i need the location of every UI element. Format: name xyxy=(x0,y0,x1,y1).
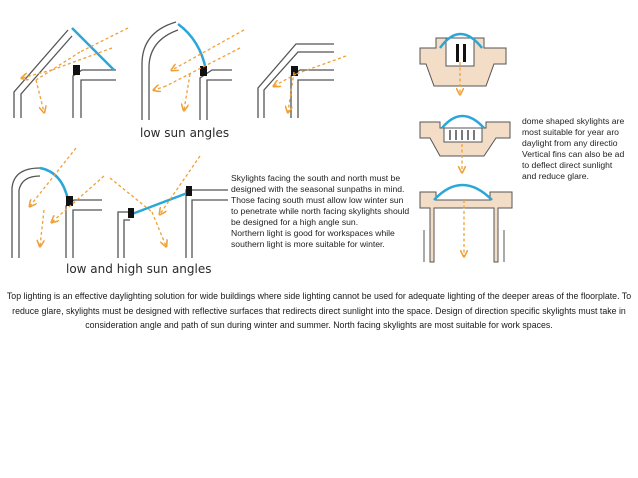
glazing xyxy=(178,24,206,70)
fin xyxy=(200,66,207,76)
glazing xyxy=(40,168,68,200)
diagram-dome-fins xyxy=(420,34,506,94)
note-line: to deflect direct sunlight xyxy=(522,160,613,170)
note-line: Vertical fins can also be ad xyxy=(522,149,625,159)
diagram-angled-low-high-sun xyxy=(110,156,228,258)
fin xyxy=(186,186,192,196)
diagram-dome-shaft xyxy=(420,185,512,262)
caption-low-high-sun-angles: low and high sun angles xyxy=(66,262,212,276)
fin xyxy=(66,196,73,206)
note-line: dome shaped skylights are xyxy=(522,116,625,126)
fin xyxy=(73,65,80,75)
diagram-curved-low-high-sun xyxy=(12,148,104,258)
diagram-sawtooth-low-sun xyxy=(14,28,128,118)
caption-low-sun-angles: low sun angles xyxy=(140,126,230,140)
glazing xyxy=(72,28,114,70)
skylight-orientation-note xyxy=(231,173,410,250)
note-line: Those facing south must allow low winter sun xyxy=(231,195,404,205)
diagram-dome-vertical-fins xyxy=(420,116,510,172)
note-line: Skylights facing the south and north must be xyxy=(231,173,401,183)
note-line: to penetrate while north facing skylights should xyxy=(231,206,410,216)
glazing xyxy=(434,185,492,200)
note-line: be designed for a high angle sun. xyxy=(231,217,359,227)
diagram-curved-low-sun xyxy=(142,22,244,120)
diagram-angled-low-sun xyxy=(258,44,346,118)
fin xyxy=(128,208,134,218)
top-lighting-description: Top lighting is an effective daylighting solution for wide buildings where side lighting cannot be used for adequate lighting of the deeper areas of the floorplate. To reduce glare, skylights must be designed with reflective surfaces that redirects direct sunlight into the space. Design of direction specific skylights must take in consideration angle and path of sun during winter and summer. North facing skylights are most suitable for work spaces. xyxy=(6,291,632,330)
note-line: most suitable for year aro xyxy=(522,127,619,137)
note-line: Northern light is good for workspaces while xyxy=(231,228,395,238)
note-line: daylight from any directio xyxy=(522,138,618,148)
note-line: designed with the seasonal sunpaths in mind. xyxy=(231,184,405,194)
dome-skylight-note xyxy=(522,116,638,182)
note-line: southern light is more suitable for winter. xyxy=(231,239,385,249)
glazing xyxy=(442,116,484,128)
note-line: and reduce glare. xyxy=(522,171,589,181)
